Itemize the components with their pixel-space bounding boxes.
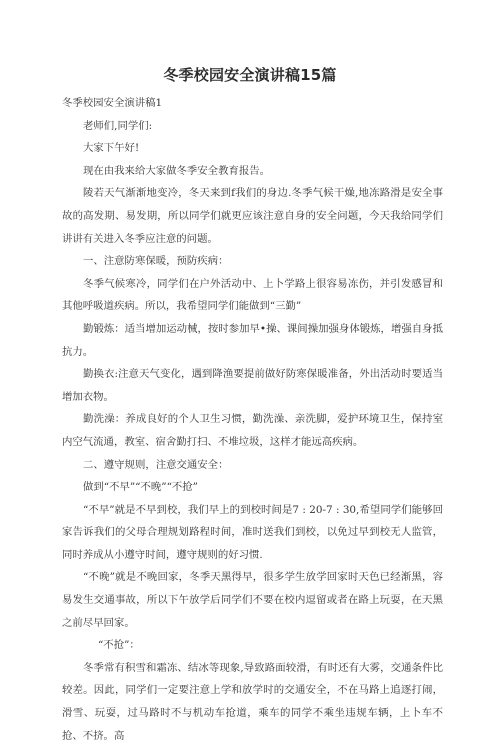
paragraph-not-rush: 冬季常有积雪和霜冻、结冰等现象,导致路面较滑，有时还有大雾，交通条件比较差。因此，同学们一定要注意上学和放学时的交通安全，不在马路上追逐打闹，滑雪、玩耍，过马路时不与机动车抢道，乘车的同学不乘坐违规车辆，上卜车不抢、不挤。高 (62, 661, 443, 742)
paragraph-greeting: 大家下午好! (83, 142, 140, 155)
paragraph-subtitle: 冬季校园安全演讲稿1 (62, 97, 163, 109)
paragraph-clothing: 勤换衣:注意天气变化，遇到降渔要提前做好防寒保暖准备，外出活动时要适当增加衣物。 (62, 368, 443, 403)
paragraph-exercise: 勤锻炼：适当增加运动械，按时参加早•操、课间操加强身体锻炼，增强自身抵抗力。 (62, 322, 443, 358)
paragraph-three-rules: 做到“不早”“不晚”“不抢” (83, 481, 198, 494)
paragraph-cold-climate: 冬季气候寒冷，同学们在户外活动中、上卜学路上很容易冻伤，并引发感冒和其他呼吸道疾病。所以，我希望同学们能做到“三勤” (62, 277, 443, 313)
document-body (62, 92, 443, 747)
section-heading-traffic-safety: 二、遵守规则，注意交通安全： (83, 458, 229, 471)
section-heading-cold-protection: 一、注意防寒保暖，预防疾病： (83, 255, 229, 268)
document-title: 冬季校园安全演讲稿15篇 (163, 66, 337, 84)
paragraph-not-early: “不早”就是不早到校，我们早上的到校时间是7 : 20-7 : 30,希望同学们能够回家告诉我们的父母合理规划路程时间，准时送我们到校，以免过早到校无人监管，同时养成从小遵守时间，遵守规则的好习惯. (62, 503, 443, 561)
paragraph-greeting-teachers: 老师们,同学们: (83, 119, 153, 132)
paragraph-hygiene: 勤洗澡：养成良好的个人卫生习惯，勤洗澡、亲洗脚，爱护环境卫生，保持室内空气流通，教室、宿舍勤打扫、不堆垃圾，这样才能远高疾病。 (62, 413, 443, 448)
paragraph-not-late: “不晚”就是不晚回家，冬季天黑得早，很多学生放学回家时天色已经渐黑，容易发生交通事故，所以下午放学后同学们不要在校内逗留或者在路上玩耍，在天黑之前尽早回家。 (62, 571, 443, 629)
paragraph-winter-arrival: 陵若天气渐渐地变冷，冬天来到f我们的身边.冬季气候干燥,地冻路滑是安全事故的高发期、易发期，所以同学们就更应该注意自身的安全问题，今天我给同学们讲讲有关进入冬季应注意的问题。 (62, 187, 443, 245)
paragraph-intro: 现在由我来给大家做冬季安全教育报告。 (83, 164, 271, 177)
paragraph-not-rush-heading: “不抢”： (98, 639, 140, 652)
